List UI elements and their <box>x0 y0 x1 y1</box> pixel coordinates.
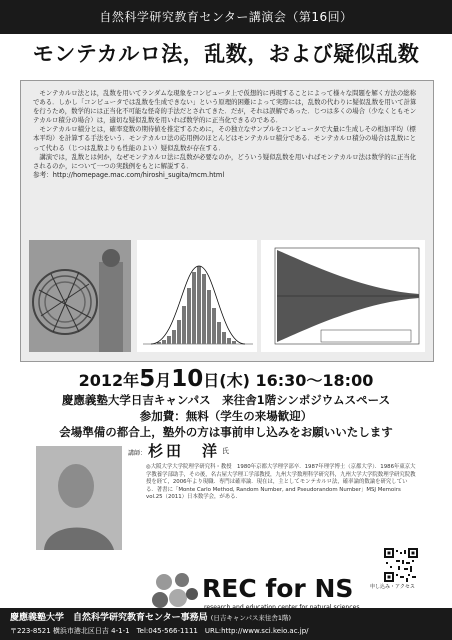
reference-url[interactable]: 参考：http://homepage.mac.com/hiroshi_sugita/mcm.html <box>33 170 225 179</box>
date-year-suffix: 年 <box>123 371 140 390</box>
abstract-paragraph-3: 講演では，乱数とは何か，なぜモンテカルロ法に乱数が必要なのか，どういう疑似乱数を用いればモンテカルロ法は数学的に正当化されるのか，について一つの実践例をもとに解説する． <box>33 152 417 170</box>
qr-caption: 申し込み・アクセス <box>370 584 415 590</box>
event-info <box>0 368 452 440</box>
footer-org-note: (日吉キャンパス来往舎1階) <box>210 614 292 622</box>
speaker-name: 杉田 洋 <box>148 442 221 460</box>
speaker-with-wire-sculpture-photo <box>29 240 131 352</box>
logo-text: REC for NS <box>202 574 354 603</box>
date-day: 10 <box>171 366 204 392</box>
speaker-bio: ◎大阪大学大学院理学研究科・教授 1980年京都大学理学部卒．1987年理学博士（京都大学）．1986年東京大学教養学部助手，その後，名古屋大学理工学部教授，九州大学数理科学研究科，九州大学大学院数理学研究院教授を経て，2006年より現職．専門は確率論．現在は，主としてモンテカルロ法，確率論的数論を研究している．著書に「Monte Carlo Method, Random Number, and Pseudorandom Number」MSJ Memoirs vol.25（2011）日本数学会，がある． <box>146 464 416 500</box>
header-bar <box>0 0 452 34</box>
speaker-section <box>36 442 416 566</box>
figures-row <box>29 240 425 352</box>
convergence-plot <box>261 240 425 352</box>
abstract-paragraph-2: モンテカルロ積分とは，確率変数の期待値を推定するために，その独立なサンプルをコンピュータで大量に生成しその相加平均（標本平均）を計算する手法をいう．モンテカルロ法の応用例のほとんどはモンテカルロ積分である．モンテカルロ積分の場合は乱数にとって代わる（じつは乱数よりも性能のよい）疑似乱数が存在する． <box>33 125 417 152</box>
speaker-tag: 講師： <box>128 450 147 457</box>
date-year: 2012 <box>78 371 124 390</box>
abstract-text <box>33 89 421 180</box>
speaker-honorific: 氏 <box>222 447 229 455</box>
date-month-suffix: 月 <box>155 371 172 390</box>
footer-contact: 〒223-8521 横浜市港北区日吉 4-1-1 Tel:045-566-1111 URL:http://www.sci.keio.ac.jp/ <box>10 627 309 635</box>
series-title: 自然科学研究教育センター講演会（第16回） <box>99 10 353 24</box>
qr-code-icon[interactable] <box>384 548 418 582</box>
event-date <box>0 368 452 392</box>
footer-org-name: 慶應義塾大学 自然科学研究教育センター事務局 <box>10 613 208 623</box>
date-month: 5 <box>139 366 156 392</box>
event-note: 会場準備の都合上，塾外の方は事前申し込みをお願いいたします <box>59 425 393 439</box>
event-venue: 慶應義塾大学日吉キャンパス 来往舎1階シンポジウムスペース <box>61 393 391 407</box>
event-time: 16:30～18:00 <box>255 371 374 390</box>
event-fee: 参加費：無料（学生の来場歓迎） <box>139 409 313 423</box>
footer-org <box>10 610 291 623</box>
footer-bar <box>0 608 452 640</box>
speaker-portrait-photo <box>36 446 122 550</box>
date-day-suffix: 日 <box>203 371 220 390</box>
abstract-paragraph-1: モンテカルロ法とは，乱数を用いてランダムな現象をコンピュータ上で仮想的に再現することによって様々な問題を解く方法の総称である．しかし「コンピュータでは乱数を生成できない」という原理的困難によって実際には，乱数の代わりに疑似乱数を用いて計算を行うため，数学的には正当化不可能な怪奇的手法だとされてきた．だが，それは誤解であった．じつは多くの場合（少なくともモンテカルロ積分の場合）は，適切な疑似乱数を用いれば数学的に正当化できるのである． <box>33 89 417 125</box>
main-title: モンテカルロ法，乱数，および疑似乱数 <box>32 42 420 66</box>
histogram-plot <box>137 240 257 352</box>
date-weekday: (木) <box>219 371 250 390</box>
abstract-card <box>20 80 434 362</box>
